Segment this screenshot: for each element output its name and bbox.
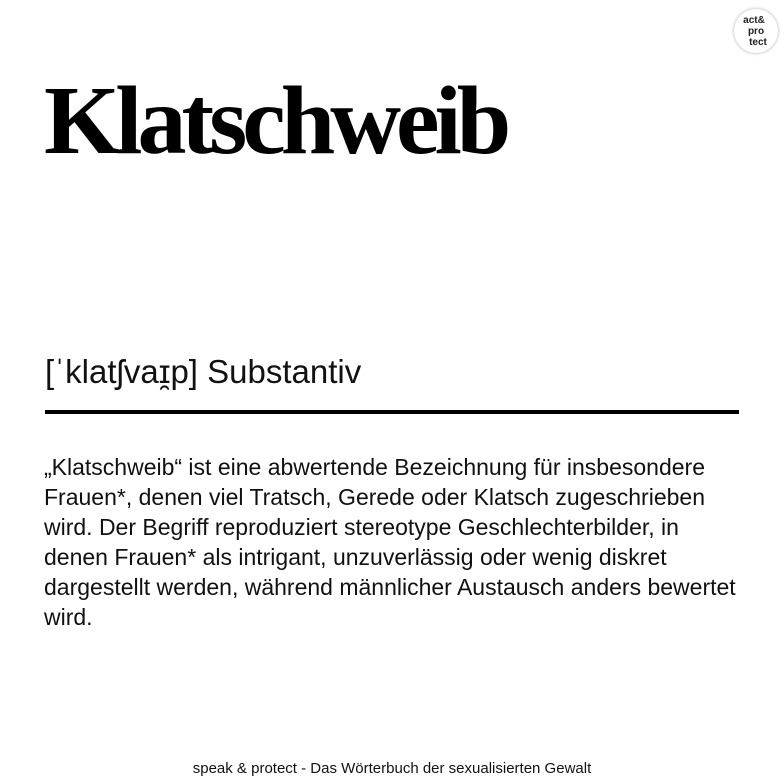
logo-mark (734, 9, 778, 53)
logo-line-1: act& (743, 15, 765, 26)
definition-text: „Klatschweib“ ist eine abwertende Bezeichnung für insbesondere Frauen*, denen viel Tratsch, Gerede oder Klatsch zugeschrieben wird. Der Begriff reproduziert stereotype Geschlechterbilder, in denen Frauen* als intrigant, unzuverlässig oder wenig diskret dargestellt werden, während männlicher Austausch anders bewertet wird. (44, 454, 736, 630)
logo-line-3: tect (749, 37, 767, 48)
divider (45, 410, 739, 414)
footer-text: speak & protect - Das Wörterbuch der sexualisierten Gewalt (192, 760, 592, 777)
pronunciation-line (45, 354, 361, 390)
act-protect-logo (734, 9, 778, 53)
pronunciation: [ˈklatʃvaɪ̯p] (45, 353, 198, 390)
headword: Klatschweib (44, 67, 507, 175)
part-of-speech: Substantiv (207, 353, 362, 390)
logo-line-2: pro (747, 26, 765, 37)
